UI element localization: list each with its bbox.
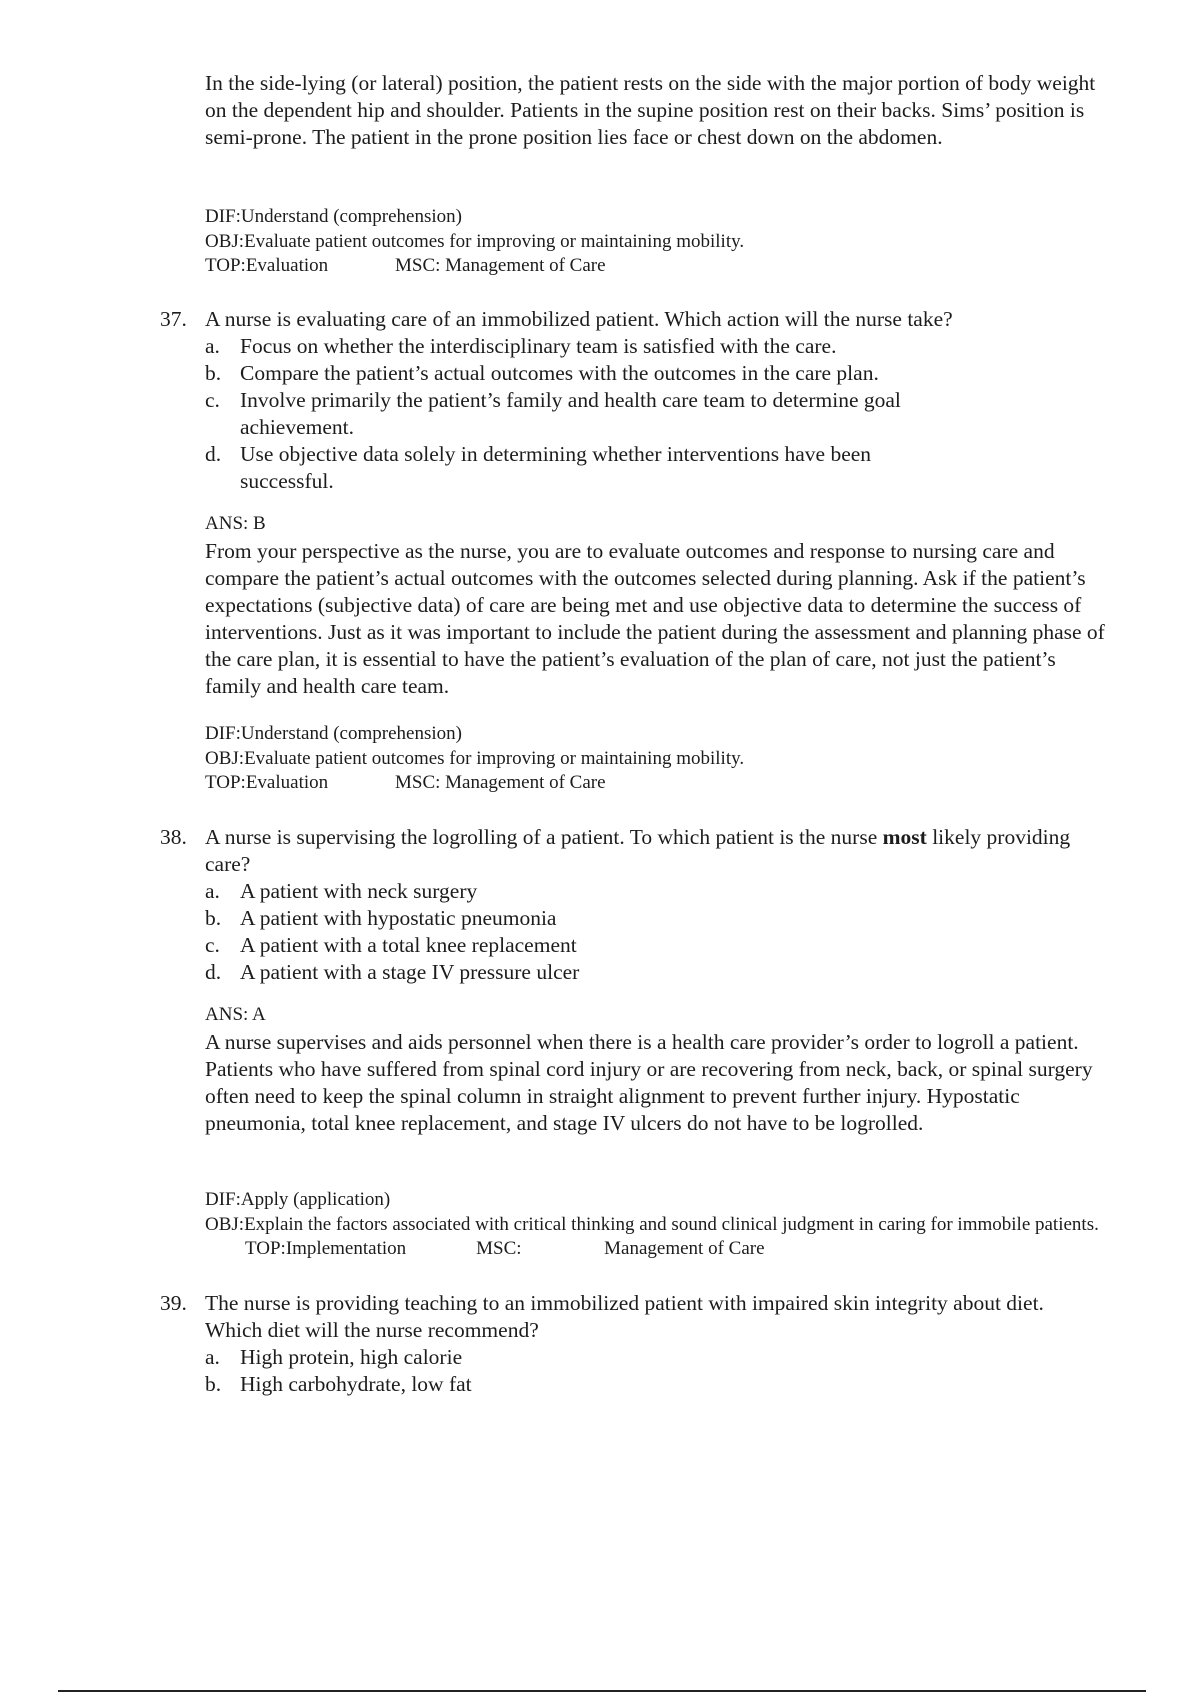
q36-top: TOP:Evaluation bbox=[205, 255, 329, 276]
q37-top: TOP:Evaluation bbox=[205, 772, 329, 793]
q36-metadata bbox=[205, 205, 1105, 279]
q38-option-b: b. A patient with hypostatic pneumonia bbox=[205, 906, 557, 930]
page-bottom-rule bbox=[58, 1690, 1146, 1692]
q37-option-a: a. Focus on whether the interdisciplinary team is satisfied with the care. bbox=[205, 334, 837, 358]
q37-dif: DIF:Understand (comprehension) bbox=[205, 723, 462, 744]
q37-option-c: c. Involve primarily the patient’s family and health care team to determine goal achievement. bbox=[205, 388, 901, 439]
q37-rationale: From your perspective as the nurse, you are to evaluate outcomes and response to nursing care and compare the patient’s actual outcomes with the outcomes selected during planning. Ask if the patient’s expectations (subjective data) of care are being met and use objective data to determine the success of interventions. Just as it was important to include the patient during the assessment and planning phase of the care plan, it is essential to have the patient’s evaluation of the plan of care, not just the patient’s family and health care team. bbox=[205, 539, 1105, 698]
q38-stem: A nurse is supervising the logrolling of a patient. To which patient is the nurse most likely providing care? bbox=[205, 825, 1071, 876]
q39-option-b: b. High carbohydrate, low fat bbox=[205, 1372, 472, 1396]
q36-rationale: In the side-lying (or lateral) position, the patient rests on the side with the major portion of body weight on the dependent hip and shoulder. Patients in the supine position rest on their backs. Sims’ position is semi-prone. The patient in the prone position lies face or chest down on the abdomen. bbox=[205, 71, 1096, 149]
q38-msc-value: Management of Care bbox=[604, 1238, 765, 1259]
q38-dif: DIF:Apply (application) bbox=[205, 1189, 391, 1210]
q38-answer-block bbox=[205, 1003, 1105, 1137]
q38-msc-label: MSC: bbox=[476, 1238, 522, 1259]
q38-top: TOP:Implementation bbox=[245, 1238, 407, 1259]
q38-metadata bbox=[205, 1188, 1105, 1262]
q39-option-a: a. High protein, high calorie bbox=[205, 1345, 463, 1369]
q38-obj-line bbox=[205, 1213, 1105, 1262]
q37-metadata bbox=[205, 722, 1105, 796]
q39-stem: The nurse is providing teaching to an immobilized patient with impaired skin integrity about diet. Which diet will the nurse recommend? bbox=[205, 1291, 1044, 1342]
q37-block bbox=[205, 306, 1105, 495]
q37-number: 37. bbox=[160, 307, 187, 331]
q36-obj: OBJ:Evaluate patient outcomes for improving or maintaining mobility. bbox=[205, 230, 745, 252]
q37-answer: ANS: B bbox=[205, 513, 266, 534]
q39-number: 39. bbox=[160, 1291, 187, 1315]
q38-obj: OBJ:Explain the factors associated with critical thinking and sound clinical judgment in caring for immobile patients. bbox=[205, 1213, 1099, 1235]
q38-answer: ANS: A bbox=[205, 1004, 266, 1025]
q37-option-b: b. Compare the patient’s actual outcomes with the outcomes in the care plan. bbox=[205, 361, 879, 385]
q37-option-d: d. Use objective data solely in determining whether interventions have been successful. bbox=[205, 442, 872, 493]
q38-options bbox=[205, 878, 1105, 986]
q36-dif: DIF:Understand (comprehension) bbox=[205, 206, 462, 227]
q39-options bbox=[205, 1344, 1105, 1398]
q37-msc: MSC: Management of Care bbox=[395, 772, 606, 793]
q37-top-msc-row bbox=[205, 771, 1105, 796]
q37-options bbox=[205, 333, 925, 495]
q36-msc: MSC: Management of Care bbox=[395, 255, 606, 276]
q38-rationale: A nurse supervises and aids personnel when there is a health care provider’s order to logroll a patient. Patients who have suffered from spinal cord injury or are recovering from neck, back, or spinal surgery often need to keep the spinal column in straight alignment to prevent further injury. Hypostatic pneumonia, total knee replacement, and stage IV ulcers do not have to be logrolled. bbox=[205, 1030, 1093, 1135]
q36-rationale-block bbox=[205, 70, 1105, 151]
q39-block bbox=[205, 1290, 1105, 1398]
q38-block bbox=[205, 824, 1105, 986]
q37-stem: A nurse is evaluating care of an immobilized patient. Which action will the nurse take? bbox=[205, 307, 953, 331]
q38-option-d: d. A patient with a stage IV pressure ulcer bbox=[205, 960, 580, 984]
q37-obj: OBJ:Evaluate patient outcomes for improving or maintaining mobility. bbox=[205, 747, 745, 769]
q38-option-c: c. A patient with a total knee replacement bbox=[205, 933, 577, 957]
q38-number: 38. bbox=[160, 825, 187, 849]
q38-option-a: a. A patient with neck surgery bbox=[205, 879, 478, 903]
q36-top-msc-row bbox=[205, 254, 1105, 279]
q37-answer-block bbox=[205, 512, 1105, 700]
